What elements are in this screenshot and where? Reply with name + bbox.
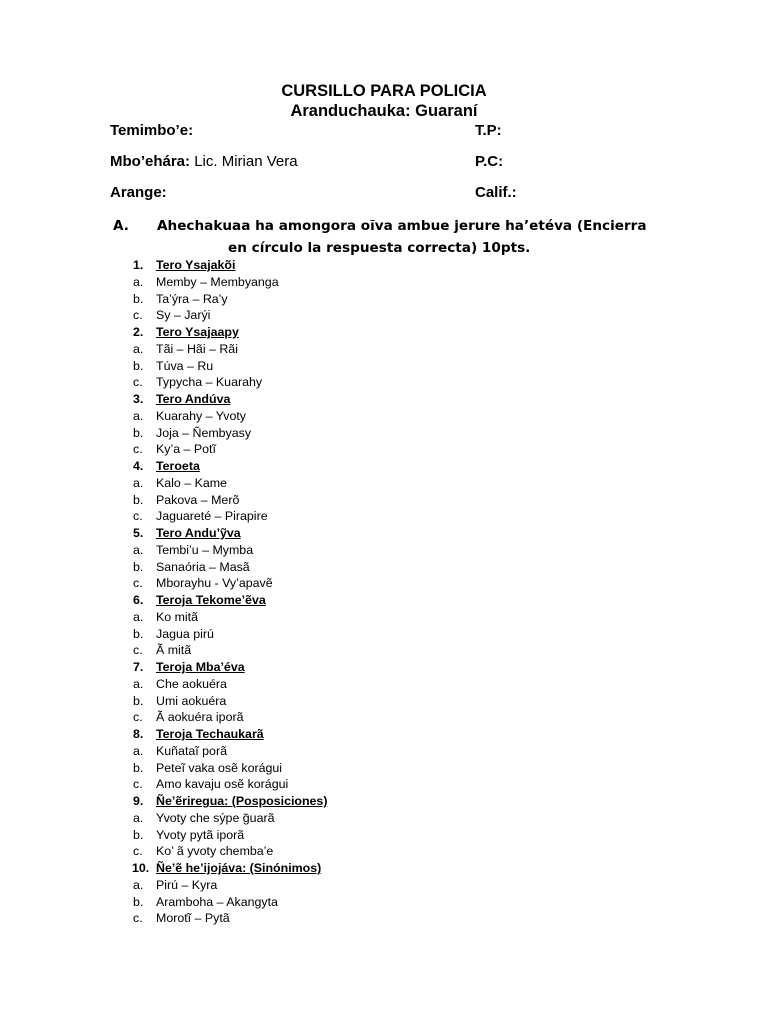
option-text: Kuñataĩ porã [156,743,227,758]
section-a-instruction-line1: Ahechakuaa ha amongora oĩva ambue jerure ha’etéva (Encierra [157,218,647,234]
question-title: Tero Ysajaapy [156,325,239,339]
field-arange-label: Arange: [110,184,167,201]
field-calif [475,184,517,202]
option-text: Ky’a – Potĩ [156,442,216,457]
question-title: Ñe’ẽriregua: (Posposiciones) [156,794,328,808]
option-letter: c. [133,509,143,524]
section-a-letter: A. [113,218,129,234]
field-mboehara-label: Mbo’ehára: [110,153,191,170]
option-letter: b. [133,559,144,574]
option-letter: c. [133,308,143,323]
option-letter: c. [133,710,143,725]
question-title: Teroja Techaukarã [156,727,264,741]
question-number: 9. [133,794,144,808]
field-arange [110,184,167,202]
field-pc-label: P.C: [475,153,504,170]
option-text: Amo kavaju osẽ korágui [156,777,289,792]
question-number: 10. [132,861,150,875]
question-number: 4. [133,459,144,473]
option-text: Ko mitã [156,609,199,624]
option-letter: a. [133,810,144,825]
question-title: Tero Ysajakõi [156,258,236,272]
field-pc [475,153,503,171]
option-letter: a. [133,743,144,758]
question-title: Teroja Tekome’ẽva [156,593,266,607]
option-text: Pirú – Kyra [156,877,218,892]
option-text: Memby – Membyanga [156,274,279,289]
question-title: Tero Andu’ỹva [156,526,241,540]
option-letter: c. [133,576,143,591]
question-title: Teroeta [156,459,200,473]
option-letter: a. [133,408,144,423]
option-text: Tembi’u – Mymba [156,542,254,557]
question-title: Tero Andúva [156,392,231,406]
option-text: Yvoty che sýpe g̃uarã [156,810,275,825]
option-text: Sy – Jarýi [156,308,211,323]
option-text: Kalo – Kame [156,475,227,490]
document-subtitle: Aranduchauka: Guaraní [290,102,478,120]
question-number: 7. [133,660,144,674]
option-text: Jaguareté – Pirapire [156,509,268,524]
option-text: Kuarahy – Yvoty [156,408,247,423]
question-number: 5. [133,526,144,540]
option-letter: b. [133,425,144,440]
option-text: Ã mitã [156,643,192,658]
option-letter: c. [133,442,143,457]
option-letter: b. [133,291,144,306]
question-number: 6. [133,593,144,607]
option-letter: b. [133,760,144,775]
option-letter: b. [133,358,144,373]
option-text: Jagua pirú [156,626,214,641]
section-a-instruction-line2: en círculo la respuesta correcta) 10pts. [228,240,531,256]
option-text: Ã aokuéra iporã [156,710,244,725]
field-tp [475,122,502,140]
option-letter: a. [133,341,144,356]
option-text: Che aokuéra [156,676,227,691]
field-calif-label: Calif.: [475,184,517,201]
question-number: 3. [133,392,144,406]
option-letter: b. [133,492,144,507]
field-temimboe [110,122,193,140]
question-title: Teroja Mba’éva [156,660,245,674]
document-title: CURSILLO PARA POLICIA [281,82,487,100]
field-temimboe-label: Temimbo’e: [110,122,194,139]
option-letter: c. [133,911,143,926]
field-mboehara [110,153,298,171]
option-letter: a. [133,274,144,289]
question-number: 8. [133,727,144,741]
field-tp-label: T.P: [475,122,502,139]
option-letter: c. [133,844,143,859]
option-letter: c. [133,777,143,792]
option-letter: a. [133,475,144,490]
option-letter: a. [133,676,144,691]
option-text: Ko’ ã yvoty chemba’e [156,844,274,859]
option-letter: b. [133,693,144,708]
field-mboehara-value: Lic. Mirian Vera [194,153,298,170]
option-letter: b. [133,894,144,909]
option-text: Aramboha – Akangyta [156,894,278,909]
option-letter: c. [133,375,143,390]
option-text: Mborayhu - Vy’apavẽ [156,576,273,591]
option-text: Joja – Ñembyasy [156,425,252,440]
question-number: 2. [133,325,144,339]
option-letter: b. [133,626,144,641]
option-letter: a. [133,542,144,557]
option-letter: b. [133,827,144,842]
option-text: Pakova – Merõ [156,492,240,507]
option-text: Tãi – Hãi – Rãi [156,341,238,356]
option-text: Typycha – Kuarahy [156,375,263,390]
option-text: Morotĩ – Pytã [156,911,230,926]
option-letter: a. [133,877,144,892]
option-letter: a. [133,609,144,624]
question-title: Ñe’ẽ he’ijojáva: (Sinónimos) [156,861,322,875]
option-text: Túva – Ru [156,358,214,373]
option-text: Peteĩ vaka osẽ korágui [156,760,283,775]
option-text: Umi aokuéra [156,693,227,708]
option-text: Sanaória – Masã [156,559,250,574]
option-text: Ta’ýra – Ra’y [156,291,228,306]
option-letter: c. [133,643,143,658]
option-text: Yvoty pytã iporã [156,827,245,842]
question-number: 1. [133,258,144,272]
